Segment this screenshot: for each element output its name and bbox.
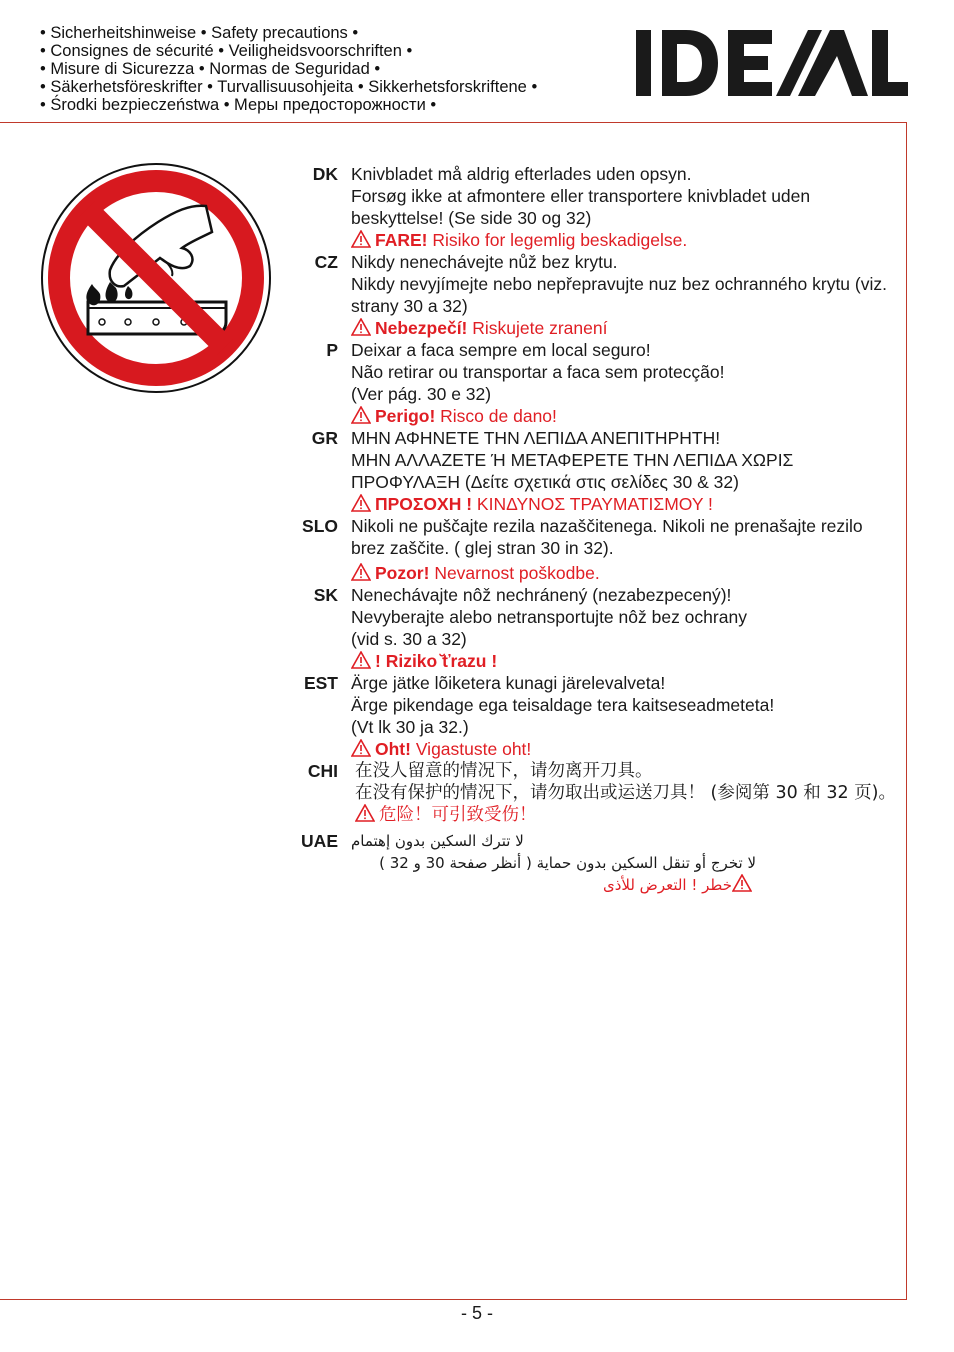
- warning-label: Pozor!: [375, 563, 430, 583]
- instruction-line: Nikdy nenechávejte nůž bez krytu.: [351, 252, 618, 272]
- warning-text: Riskujete zranení: [467, 318, 608, 338]
- instruction-line: Nikdy nevyjímejte nebo nepřepravujte nuz bez ochranného krytu (viz. strany 30 a 32): [351, 274, 887, 316]
- instruction-line: Forsøg ikke at afmontere eller transportere knivbladet uden beskyttelse! (Se side 30 og 32): [351, 186, 811, 228]
- warning-triangle-icon: [351, 230, 371, 248]
- warning-text: Risco de dano!: [435, 406, 557, 426]
- instruction-line: (vid s. 30 a 32): [351, 629, 467, 649]
- header-line: • Consignes de sécurité • Veiligheidsvoorschriften •: [40, 42, 413, 60]
- warning-text: 危险！可引致受伤！: [379, 805, 537, 825]
- instruction-line: (Vt lk 30 ja 32.): [351, 717, 469, 737]
- entry-uae: [290, 830, 900, 896]
- instruction-line: 在没人留意的情况下，请勿离开刀具。: [355, 761, 653, 781]
- instruction-line: 在没有保护的情况下，请勿取出或运送刀具！ (参阅第 30 和 32 页)。: [355, 783, 897, 803]
- instruction-line: ΜΗΝ ΑΦΗΝΕΤΕ ΤΗΝ ΛΕΠΙΔΑ ΑΝΕΠΙΤΗΡΗΤΗ!: [351, 428, 721, 448]
- warning-line: [351, 317, 900, 339]
- header-line: • Misure di Sicurezza • Normas de Seguridad •: [40, 60, 381, 78]
- language-code: SLO: [302, 516, 338, 536]
- language-code: DK: [312, 164, 338, 184]
- instruction-line: Knivbladet må aldrig efterlades uden opsyn.: [351, 164, 692, 184]
- warning-triangle-icon: [732, 874, 752, 892]
- instruction-line: Ärge jätke lõiketera kunagi järelevalveta!: [351, 673, 666, 693]
- entry-p: [290, 339, 900, 427]
- instruction-line: لا تترك السكين بدون إهتمام: [351, 832, 524, 850]
- instruction-line: Nenechávajte nôž nechránený (nezabezpecený)!: [351, 585, 732, 605]
- warning-label: FARE!: [375, 230, 428, 250]
- entry-cz: [290, 251, 900, 339]
- language-code: EST: [303, 673, 338, 693]
- warning-line: [351, 738, 774, 760]
- entry-gr: [290, 427, 900, 515]
- warning-line: [351, 650, 747, 672]
- warning-line: [351, 493, 900, 515]
- language-code: SK: [313, 585, 338, 605]
- warning-label: Perigo!: [375, 406, 436, 426]
- instruction-line: ΜΗΝ ΑΛΛΑΖΕΤΕ Ή ΜΕΤΑΦΕΡΕΤΕ ΤΗΝ ΛΕΠΙΔΑ ΧΩΡΙΣ ΠΡΟΦΥΛΑΞΗ (Δείτε σχετικά στις σελίδες 30 & 32): [351, 450, 794, 492]
- instruction-line: Nikoli ne puščajte rezila nazaščitenega. Nikoli ne prenašajte rezilo brez zaščite. ( glej stran 30 in 32).: [351, 516, 863, 558]
- language-code: GR: [311, 428, 338, 448]
- no-touch-blade-sign-icon: [40, 162, 272, 394]
- header-line: • Środki bezpieczeństwa • Меры предосторожности •: [40, 96, 437, 114]
- warning-triangle-icon: [351, 651, 371, 669]
- warning-label: ! Riziko ̆ťrazu !: [375, 651, 498, 671]
- instruction-line: Deixar a faca sempre em local seguro!: [351, 340, 651, 360]
- warning-line: [351, 874, 756, 896]
- warning-label: ΠΡΟΣΟΧΗ !: [375, 494, 473, 514]
- warning-label: Nebezpečí!: [375, 318, 468, 338]
- instruction-line: لا تخرج أو تنقل السكين بدون حماية ( أنظر صفحة 30 و 32 ): [379, 854, 756, 872]
- language-code: CZ: [314, 252, 338, 272]
- warning-triangle-icon: [351, 563, 371, 581]
- entry-slo: [290, 515, 900, 584]
- entry-sk: [290, 584, 900, 672]
- header-line: • Säkerhetsföreskrifter • Turvallisuusohjeita • Sikkerhetsforskriftene •: [40, 78, 538, 96]
- instruction-line: Ärge pikendage ega teisaldage tera kaitseseadmeteta!: [351, 695, 775, 715]
- warning-label: Oht!: [375, 739, 411, 759]
- language-code: CHI: [307, 761, 338, 781]
- warning-line: [351, 229, 900, 251]
- entry-est: [290, 672, 900, 760]
- page-number: - 5 -: [460, 1303, 493, 1323]
- instruction-line: Não retirar ou transportar a faca sem protecção!: [351, 362, 725, 382]
- warning-text: Risiko for legemlig beskadigelse.: [427, 230, 688, 250]
- warning-line: [355, 804, 896, 826]
- warning-triangle-icon: [351, 739, 371, 757]
- warning-text: Nevarnost poškodbe.: [429, 563, 600, 583]
- warning-line: [351, 405, 725, 427]
- header-safety-list: [40, 24, 537, 114]
- warning-triangle-icon: [351, 494, 371, 512]
- multilingual-warnings: [290, 163, 900, 896]
- language-code: P: [326, 340, 338, 360]
- warning-triangle-icon: [355, 804, 375, 822]
- warning-line: [351, 562, 900, 584]
- instruction-line: Nevyberajte alebo netransportujte nôž bez ochrany: [351, 607, 747, 627]
- header-line: • Sicherheitshinweise • Safety precautions •: [40, 24, 359, 42]
- warning-triangle-icon: [351, 406, 371, 424]
- entry-chi: [290, 760, 900, 826]
- entry-dk: [290, 163, 900, 251]
- warning-text: Vigastuste oht!: [410, 739, 532, 759]
- ideal-logo: [636, 28, 908, 98]
- warning-text: خطر ! التعرض للأذى: [602, 876, 732, 894]
- warning-text: ΚΙΝΔΥΝΟΣ ΤΡΑΥΜΑΤΙΣΜΟΥ !: [472, 494, 713, 514]
- instruction-line: (Ver pág. 30 e 32): [351, 384, 492, 404]
- warning-triangle-icon: [351, 318, 371, 336]
- language-code: UAE: [301, 831, 338, 851]
